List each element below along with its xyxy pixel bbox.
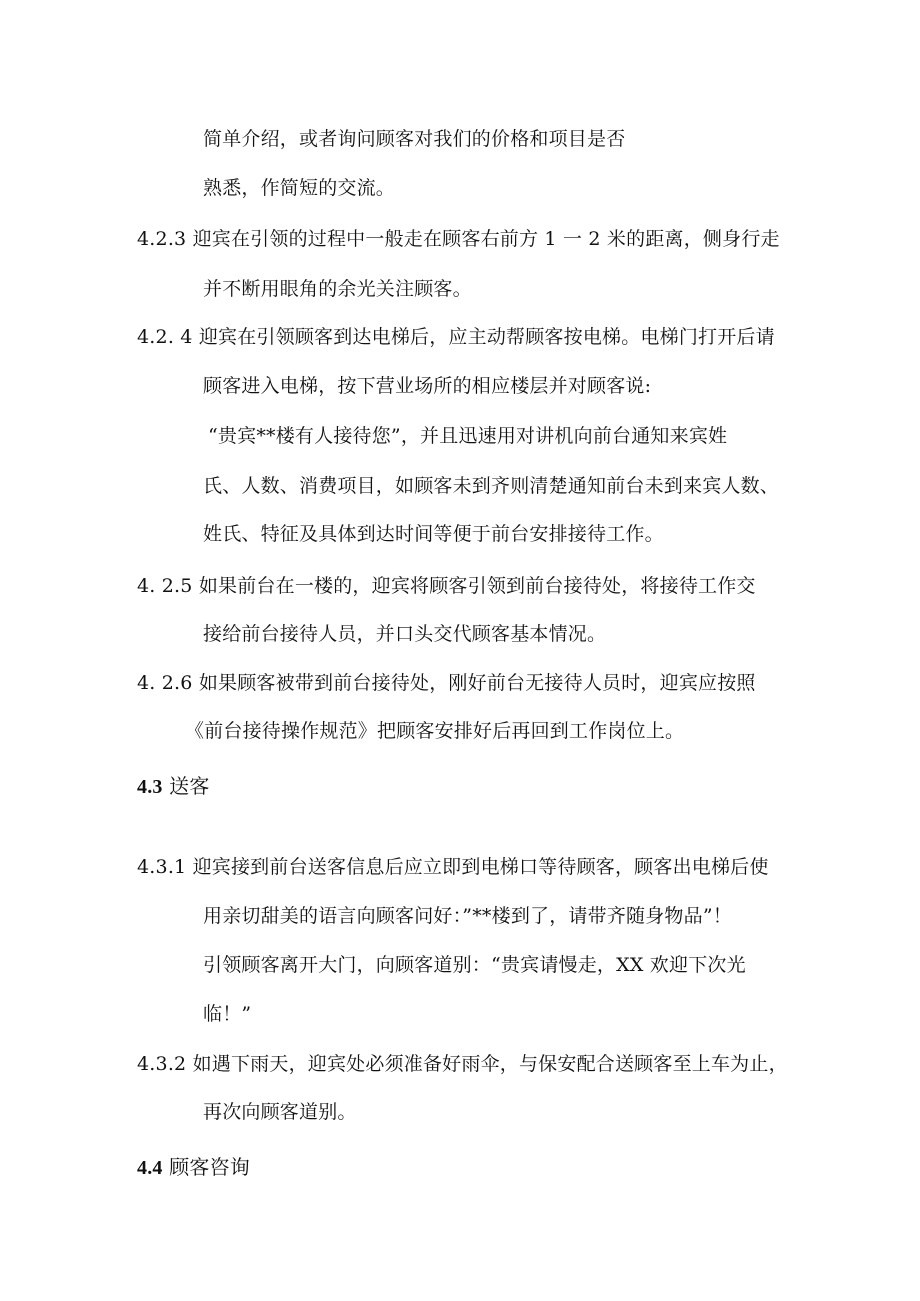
- section-title: 顾客咨询: [169, 1155, 250, 1179]
- text-line: 引领顾客离开大门，向顾客道别：“贵宾请慢走，XX 欢迎下次光: [203, 954, 746, 976]
- section-number: 4.4: [137, 1157, 163, 1179]
- text-line: 氏、人数、消费项目，如顾客未到齐则清楚通知前台未到来宾人数、: [203, 475, 780, 497]
- text-line: 熟悉，作简短的交流。: [203, 177, 396, 199]
- text-line: 4.3.1 迎宾接到前台送客信息后应立即到电梯口等待顾客，顾客出电梯后使: [137, 856, 769, 878]
- text-line: 并不断用眼角的余光关注顾客。: [203, 278, 472, 300]
- section-number: 4.3: [137, 776, 163, 798]
- text-line: 4. 2.5 如果前台在一楼的，迎宾将顾客引领到前台接待处，将接待工作交: [137, 575, 756, 597]
- text-line: 《前台接待操作规范》把顾客安排好后再回到工作岗位上。: [185, 720, 685, 742]
- text-line: 再次向顾客道别。: [203, 1101, 357, 1123]
- section-heading: [137, 1155, 250, 1180]
- text-line: 简单介绍，或者询问顾客对我们的价格和项目是否: [203, 128, 626, 150]
- text-line: 用亲切甜美的语言向顾客问好：”**楼到了，请带齐随身物品”！: [203, 905, 732, 927]
- text-line: 接给前台接待人员，并口头交代顾客基本情况。: [203, 623, 607, 645]
- text-line: 4.3.2 如遇下雨天，迎宾处必须准备好雨伞，与保安配合送顾客至上车为止，: [137, 1053, 788, 1075]
- text-line: 临！”: [203, 1003, 252, 1025]
- text-line: 4.2.3 迎宾在引领的过程中一般走在顾客右前方 1 一 2 米的距离，侧身行走: [137, 228, 780, 250]
- text-line: 4. 2.6 如果顾客被带到前台接待处，刚好前台无接待人员时，迎宾应按照: [137, 672, 756, 694]
- section-heading: [137, 774, 210, 799]
- section-title: 送客: [169, 774, 210, 798]
- text-line: 姓氏、特征及具体到达时间等便于前台安排接待工作。: [203, 523, 664, 545]
- text-line: 4.2. 4 迎宾在引领顾客到达电梯后，应主动帮顾客按电梯。电梯门打开后请: [137, 326, 775, 348]
- text-line: “贵宾**楼有人接待您”，并且迅速用对讲机向前台通知来宾姓: [208, 425, 728, 447]
- text-line: 顾客进入电梯，按下营业场所的相应楼层并对顾客说:: [203, 375, 652, 397]
